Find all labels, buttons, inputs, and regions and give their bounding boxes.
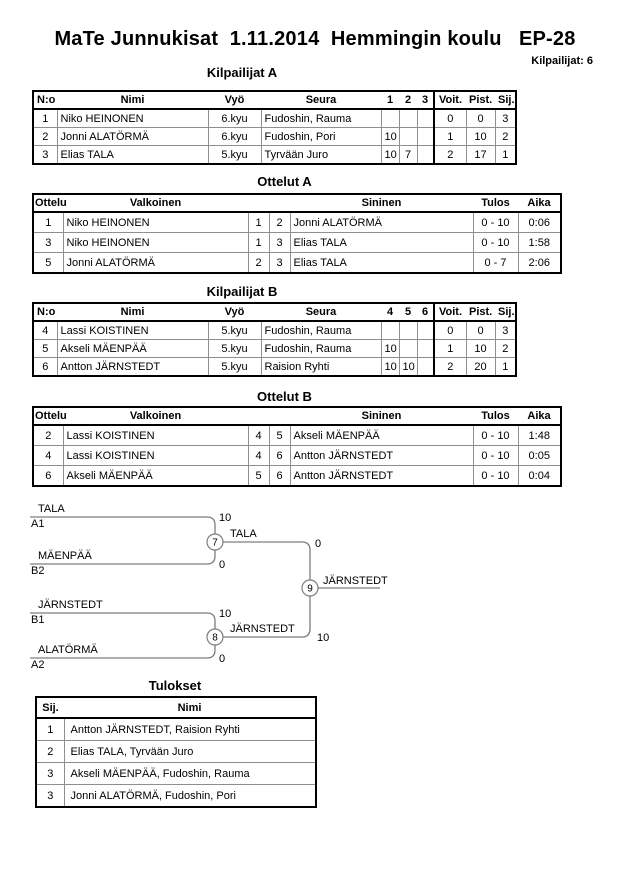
blue-no-header xyxy=(269,407,290,425)
match-row xyxy=(33,212,561,233)
match-8-number: 8 xyxy=(212,632,218,644)
match-row xyxy=(33,466,561,487)
points-cell: 17 xyxy=(466,146,495,165)
wins-header: Voit. xyxy=(434,91,466,109)
wins-cell: 0 xyxy=(434,109,466,128)
result-cell: 0 - 10 xyxy=(473,233,518,253)
place-cell: 1 xyxy=(495,146,516,165)
result-header: Tulos xyxy=(473,194,518,212)
score-5-cell: 10 xyxy=(399,358,417,377)
result-cell: 0 - 10 xyxy=(473,446,518,466)
pool-b-heading: Kilpailijat B xyxy=(206,284,278,299)
final-bottom-score: 10 xyxy=(317,632,330,644)
competitor-row xyxy=(33,321,516,340)
place-cell: 3 xyxy=(495,321,516,340)
name-cell: Antton JÄRNSTEDT, Raision Ryhti xyxy=(64,718,316,741)
time-cell: 0:04 xyxy=(518,466,561,487)
match-row xyxy=(33,425,561,446)
no-cell: 6 xyxy=(33,358,57,377)
no-cell: 4 xyxy=(33,321,57,340)
sf1-top-seed: A1 xyxy=(31,518,45,530)
place-cell: 2 xyxy=(495,128,516,146)
result-header: Tulos xyxy=(473,407,518,425)
score-2-cell xyxy=(399,128,417,146)
club-cell: Fudoshin, Rauma xyxy=(261,109,381,128)
competitor-count: Kilpailijat: 6 xyxy=(531,55,593,67)
score-2-cell xyxy=(399,109,417,128)
round-4-header: 4 xyxy=(381,303,399,321)
matches-b-table xyxy=(32,406,562,487)
score-5-cell xyxy=(399,321,417,340)
score-6-cell xyxy=(417,340,434,358)
header-row xyxy=(33,303,516,321)
competitor-row xyxy=(33,146,516,165)
name-cell: Jonni ALATÖRMÄ, Fudoshin, Pori xyxy=(64,785,316,808)
score-3-cell xyxy=(417,109,434,128)
match-row xyxy=(33,233,561,253)
white-name-cell: Lassi KOISTINEN xyxy=(63,425,248,446)
score-3-cell xyxy=(417,146,434,165)
white-no-cell: 1 xyxy=(248,233,269,253)
sf1-top-score: 10 xyxy=(219,512,232,524)
results-table xyxy=(35,696,317,808)
header-row xyxy=(33,194,561,212)
name-header: Nimi xyxy=(64,697,316,718)
sf2-bottom-seed: A2 xyxy=(31,659,45,670)
white-no-cell: 5 xyxy=(248,466,269,487)
place-cell: 2 xyxy=(495,340,516,358)
sf1-top-line xyxy=(30,517,215,534)
sf1-winner-name: TALA xyxy=(230,528,257,540)
points-cell: 10 xyxy=(466,128,495,146)
blue-name-cell: Elias TALA xyxy=(290,253,473,274)
no-header: N:o xyxy=(33,303,57,321)
match-header: Ottelu xyxy=(33,194,63,212)
white-no-cell: 2 xyxy=(248,253,269,274)
no-cell: 1 xyxy=(33,109,57,128)
white-no-header xyxy=(248,194,269,212)
matches-a-heading: Ottelut A xyxy=(257,174,312,189)
result-row xyxy=(36,718,316,741)
name-cell: Antton JÄRNSTEDT xyxy=(57,358,208,377)
blue-name-cell: Elias TALA xyxy=(290,233,473,253)
sf1-bottom-score: 0 xyxy=(219,559,226,571)
competitor-row xyxy=(33,128,516,146)
match-no-cell: 3 xyxy=(33,233,63,253)
sf2-bottom-score: 0 xyxy=(219,653,226,665)
round-3-header: 3 xyxy=(417,91,434,109)
blue-no-cell: 3 xyxy=(269,233,290,253)
belt-cell: 5.kyu xyxy=(208,358,261,377)
match-no-cell: 1 xyxy=(33,212,63,233)
no-cell: 5 xyxy=(33,340,57,358)
place-cell: 3 xyxy=(36,785,64,808)
sf2-top-name: JÄRNSTEDT xyxy=(38,599,103,611)
match-no-cell: 4 xyxy=(33,446,63,466)
club-header: Seura xyxy=(261,303,381,321)
name-header: Nimi xyxy=(57,303,208,321)
header-row xyxy=(33,407,561,425)
white-name-cell: Lassi KOISTINEN xyxy=(63,446,248,466)
white-name-cell: Akseli MÄENPÄÄ xyxy=(63,466,248,487)
result-cell: 0 - 10 xyxy=(473,425,518,446)
match-row xyxy=(33,253,561,274)
belt-cell: 5.kyu xyxy=(208,146,261,165)
final-top-score: 0 xyxy=(315,538,322,550)
competitor-row xyxy=(33,358,516,377)
blue-no-cell: 6 xyxy=(269,466,290,487)
name-cell: Niko HEINONEN xyxy=(57,109,208,128)
name-cell: Elias TALA, Tyrvään Juro xyxy=(64,741,316,763)
match-row xyxy=(33,446,561,466)
no-cell: 3 xyxy=(33,146,57,165)
place-header: Sij. xyxy=(495,91,516,109)
place-header: Sij. xyxy=(36,697,64,718)
name-cell: Akseli MÄENPÄÄ, Fudoshin, Rauma xyxy=(64,763,316,785)
club-header: Seura xyxy=(261,91,381,109)
name-cell: Akseli MÄENPÄÄ xyxy=(57,340,208,358)
page-title: MaTe Junnukisat 1.11.2014 Hemmingin koulu EP-28 xyxy=(54,28,576,50)
blue-name-cell: Jonni ALATÖRMÄ xyxy=(290,212,473,233)
result-row xyxy=(36,741,316,763)
blue-name-cell: Antton JÄRNSTEDT xyxy=(290,466,473,487)
blue-no-header xyxy=(269,194,290,212)
place-cell: 1 xyxy=(495,358,516,377)
club-cell: Raision Ryhti xyxy=(261,358,381,377)
round-2-header: 2 xyxy=(399,91,417,109)
wins-cell: 0 xyxy=(434,321,466,340)
sf2-top-seed: B1 xyxy=(31,614,45,626)
belt-header: Vyö xyxy=(208,303,261,321)
round-5-header: 5 xyxy=(399,303,417,321)
place-cell: 2 xyxy=(36,741,64,763)
match-no-cell: 5 xyxy=(33,253,63,274)
blue-no-cell: 2 xyxy=(269,212,290,233)
sf2-top-score: 10 xyxy=(219,608,232,620)
result-cell: 0 - 10 xyxy=(473,466,518,487)
time-cell: 1:48 xyxy=(518,425,561,446)
score-1-cell xyxy=(381,109,399,128)
time-cell: 0:06 xyxy=(518,212,561,233)
no-cell: 2 xyxy=(33,128,57,146)
medal-bracket xyxy=(20,495,620,670)
header-row xyxy=(33,91,516,109)
white-name-cell: Jonni ALATÖRMÄ xyxy=(63,253,248,274)
round-1-header: 1 xyxy=(381,91,399,109)
white-name-cell: Niko HEINONEN xyxy=(63,233,248,253)
matches-a-table xyxy=(32,193,562,274)
blue-header: Sininen xyxy=(290,194,473,212)
sf1-top-name: TALA xyxy=(38,503,65,515)
white-no-header xyxy=(248,407,269,425)
place-header: Sij. xyxy=(495,303,516,321)
matches-b-heading: Ottelut B xyxy=(257,389,312,404)
result-row xyxy=(36,785,316,808)
blue-header: Sininen xyxy=(290,407,473,425)
score-4-cell: 10 xyxy=(381,358,399,377)
final-winner-name: JÄRNSTEDT xyxy=(323,575,388,587)
match-no-cell: 2 xyxy=(33,425,63,446)
wins-cell: 1 xyxy=(434,340,466,358)
time-cell: 2:06 xyxy=(518,253,561,274)
sf2-top-line xyxy=(30,613,215,629)
match-no-cell: 6 xyxy=(33,466,63,487)
belt-header: Vyö xyxy=(208,91,261,109)
sf1-bottom-name: MÄENPÄÄ xyxy=(38,550,92,562)
club-cell: Fudoshin, Pori xyxy=(261,128,381,146)
result-row xyxy=(36,763,316,785)
wins-header: Voit. xyxy=(434,303,466,321)
blue-no-cell: 6 xyxy=(269,446,290,466)
blue-no-cell: 3 xyxy=(269,253,290,274)
round-6-header: 6 xyxy=(417,303,434,321)
club-cell: Fudoshin, Rauma xyxy=(261,321,381,340)
belt-cell: 6.kyu xyxy=(208,109,261,128)
header-row xyxy=(36,697,316,718)
score-4-cell: 10 xyxy=(381,340,399,358)
points-header: Pist. xyxy=(466,303,495,321)
belt-cell: 5.kyu xyxy=(208,321,261,340)
time-header: Aika xyxy=(518,194,561,212)
belt-cell: 6.kyu xyxy=(208,128,261,146)
sf2-winner-name: JÄRNSTEDT xyxy=(230,623,295,635)
points-cell: 20 xyxy=(466,358,495,377)
name-header: Nimi xyxy=(57,91,208,109)
sf1-bottom-seed: B2 xyxy=(31,565,45,577)
score-2-cell: 7 xyxy=(399,146,417,165)
blue-no-cell: 5 xyxy=(269,425,290,446)
points-cell: 10 xyxy=(466,340,495,358)
competitor-row xyxy=(33,109,516,128)
name-cell: Elias TALA xyxy=(57,146,208,165)
pool-b-table xyxy=(32,302,517,377)
sf1-winner-line xyxy=(223,542,310,580)
competitor-row xyxy=(33,340,516,358)
time-header: Aika xyxy=(518,407,561,425)
white-no-cell: 4 xyxy=(248,425,269,446)
white-header: Valkoinen xyxy=(63,407,248,425)
match-7-number: 7 xyxy=(212,537,218,549)
match-9-number: 9 xyxy=(307,583,313,595)
points-header: Pist. xyxy=(466,91,495,109)
result-cell: 0 - 7 xyxy=(473,253,518,274)
white-no-cell: 1 xyxy=(248,212,269,233)
sf2-bottom-name: ALATÖRMÄ xyxy=(38,644,98,656)
wins-cell: 1 xyxy=(434,128,466,146)
wins-cell: 2 xyxy=(434,146,466,165)
points-cell: 0 xyxy=(466,109,495,128)
name-cell: Lassi KOISTINEN xyxy=(57,321,208,340)
result-cell: 0 - 10 xyxy=(473,212,518,233)
blue-name-cell: Akseli MÄENPÄÄ xyxy=(290,425,473,446)
wins-cell: 2 xyxy=(434,358,466,377)
score-3-cell xyxy=(417,128,434,146)
score-4-cell xyxy=(381,321,399,340)
belt-cell: 5.kyu xyxy=(208,340,261,358)
name-cell: Jonni ALATÖRMÄ xyxy=(57,128,208,146)
score-1-cell: 10 xyxy=(381,128,399,146)
pool-a-heading: Kilpailijat A xyxy=(206,65,278,80)
no-header: N:o xyxy=(33,91,57,109)
club-cell: Tyrvään Juro xyxy=(261,146,381,165)
score-1-cell: 10 xyxy=(381,146,399,165)
pool-a-table xyxy=(32,90,517,165)
place-cell: 3 xyxy=(495,109,516,128)
score-6-cell xyxy=(417,358,434,377)
place-cell: 3 xyxy=(36,763,64,785)
blue-name-cell: Antton JÄRNSTEDT xyxy=(290,446,473,466)
club-cell: Fudoshin, Rauma xyxy=(261,340,381,358)
time-cell: 0:05 xyxy=(518,446,561,466)
match-header: Ottelu xyxy=(33,407,63,425)
white-name-cell: Niko HEINONEN xyxy=(63,212,248,233)
white-no-cell: 4 xyxy=(248,446,269,466)
score-6-cell xyxy=(417,321,434,340)
results-heading: Tulokset xyxy=(148,678,202,693)
points-cell: 0 xyxy=(466,321,495,340)
place-cell: 1 xyxy=(36,718,64,741)
white-header: Valkoinen xyxy=(63,194,248,212)
time-cell: 1:58 xyxy=(518,233,561,253)
score-5-cell xyxy=(399,340,417,358)
